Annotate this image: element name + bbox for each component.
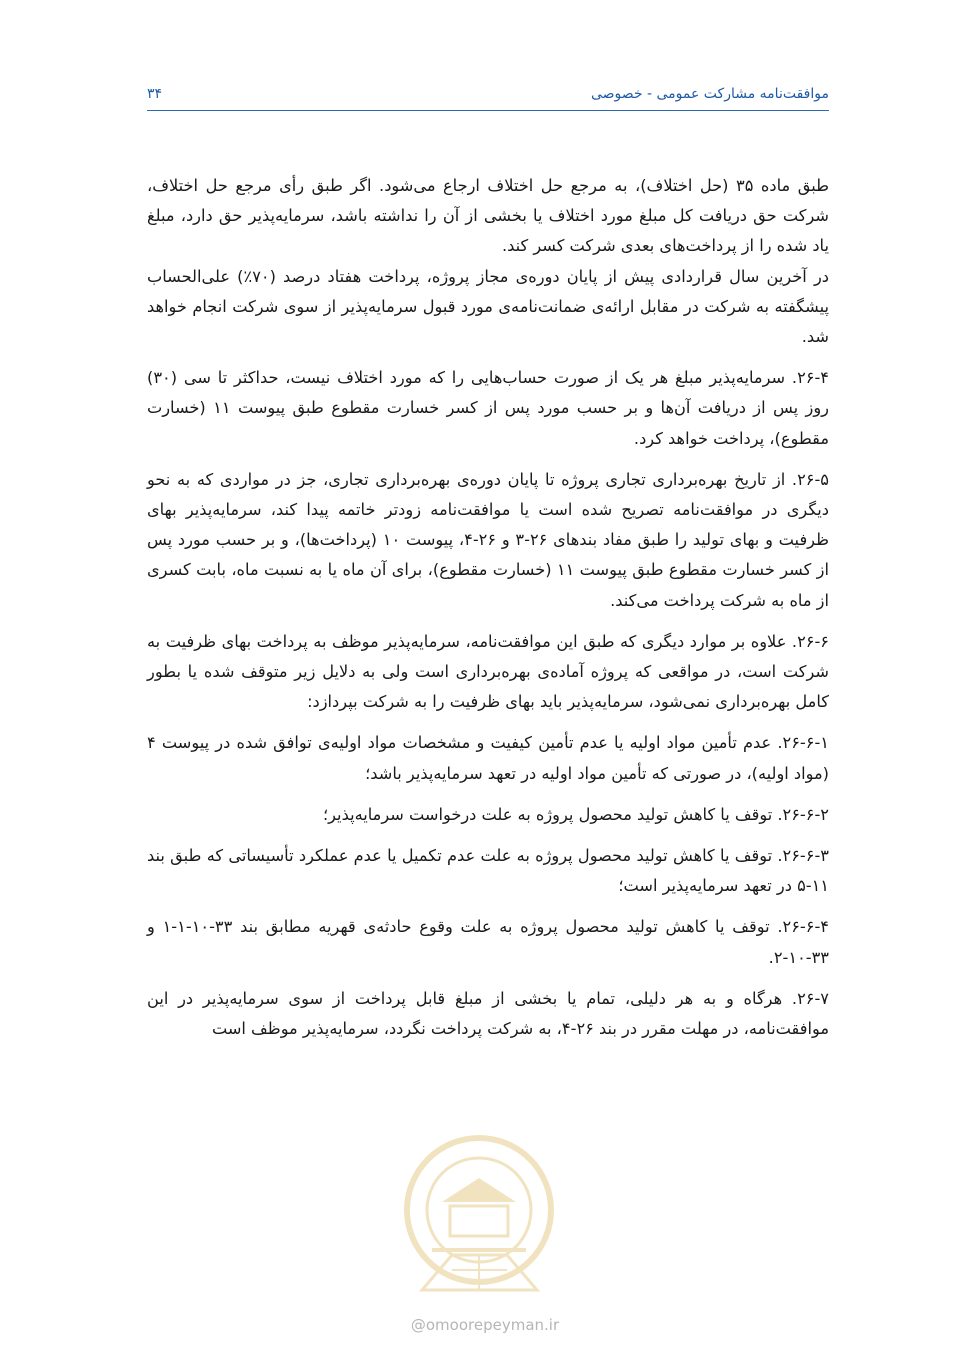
paragraph: طبق ماده ۳۵ (حل اختلاف)، به مرجع حل اختلاف ارجاع می‌شود. اگر طبق رأی مرجع حل اختلاف، شرکت حق دریافت کل مبلغ مورد اختلاف یا بخشی از آن را نداشته باشد، سرمایه‌پذیر حق دارد، مبلغ یاد شده را از پرداخت‌های بعدی شرکت کسر کند. [147,176,829,256]
clause-26-7: ۲۶-۷. هرگاه و به هر دلیلی، تمام یا بخشی از مبلغ قابل پرداخت از سوی سرمایه‌پذیر در این موافقت‌نامه، در مهلت مقرر در بند ۲۶-۴، به شرکت پرداخت نگردد، سرمایه‌پذیر موظف است [147,988,829,1039]
clause-26-6-1: ۲۶-۶-۱. عدم تأمین مواد اولیه یا عدم تأمین کیفیت و مشخصات مواد اولیه‌ی توافق شده در پیوست ۴ (مواد اولیه)، در صورتی که تأمین مواد اولیه در تعهد سرمایه‌پذیر باشد؛ [147,733,829,783]
page-header [147,84,829,111]
document-title: موافقت‌نامه مشارکت عمومی - خصوصی [590,86,829,102]
clause-26-6-4: ۲۶-۶-۴. توقف یا کاهش تولید محصول پروژه به علت وقوع حادثه‌ی قهریه مطابق بند ۳۳-۱۰-۱-۱ و ۳۳-۱۰-۲. [147,917,830,967]
clause-26-6-2: ۲۶-۶-۲. توقف یا کاهش تولید محصول پروژه به علت درخواست سرمایه‌پذیر؛ [322,804,829,824]
watermark-text: @omoorepeyman.ir [410,1316,560,1334]
clause-26-6-3: ۲۶-۶-۳. توقف یا کاهش تولید محصول پروژه به علت عدم تکمیل یا عدم عملکرد تأسیساتی که طبق بند ۱۱-۵ در تعهد سرمایه‌پذیر است؛ [147,846,829,896]
watermark-seal-icon [392,1130,567,1310]
document-body [147,171,829,1055]
page-number: ۳۴ [147,86,163,102]
clause-26-5: ۲۶-۵. از تاریخ بهره‌برداری تجاری پروژه تا پایان دوره‌ی بهره‌برداری تجاری، جز در مواردی که به نحو دیگری در موافقت‌نامه تصریح شده است یا موافقت‌نامه زودتر خاتمه پیدا کند، سرمایه‌پذیر بهای ظرفیت و بهای تولید را طبق مفاد بندهای ۲۶-۳ و ۲۶-۴، پیوست ۱۰ (پرداخت‌ها)، و بر حسب مورد پس از کسر خسارت مقطوع طبق پیوست ۱۱ (خسارت مقطوع)، برای آن ماه یا به نسبت ماه، بابت کسری از ماه به شرکت پرداخت می‌کند. [147,469,829,610]
clause-26-6: ۲۶-۶. علاوه بر موارد دیگری که طبق این موافقت‌نامه، سرمایه‌پذیر موظف به پرداخت بهای ظرفیت به شرکت است، در مواقعی که پروژه آماده‌ی بهره‌برداری است ولی به دلایل زیر متوقف شده یا بطور کامل بهره‌برداری نمی‌شود، سرمایه‌پذیر باید بهای ظرفیت را به شرکت بپردازد: [147,631,829,712]
clause-26-4: ۲۶-۴. سرمایه‌پذیر مبلغ هر یک از صورت حساب‌هایی را که مورد اختلاف نیست، حداکثر تا سی (۳۰) روز پس از دریافت آن‌ها و بر حسب مورد پس از کسر خسارت مقطوع طبق پیوست ۱۱ (خسارت مقطوع)، پرداخت خواهد کرد. [147,368,829,448]
paragraph: در آخرین سال قراردادی پیش از پایان دوره‌ی مجاز پروژه، پرداخت هفتاد درصد (۷۰٪) علی‌الحساب پیشگفته به شرکت در مقابل ارائه‌ی ضمانت‌نامه‌ی مورد قبول سرمایه‌پذیر از سوی شرکت انجام خواهد شد. [147,266,829,347]
